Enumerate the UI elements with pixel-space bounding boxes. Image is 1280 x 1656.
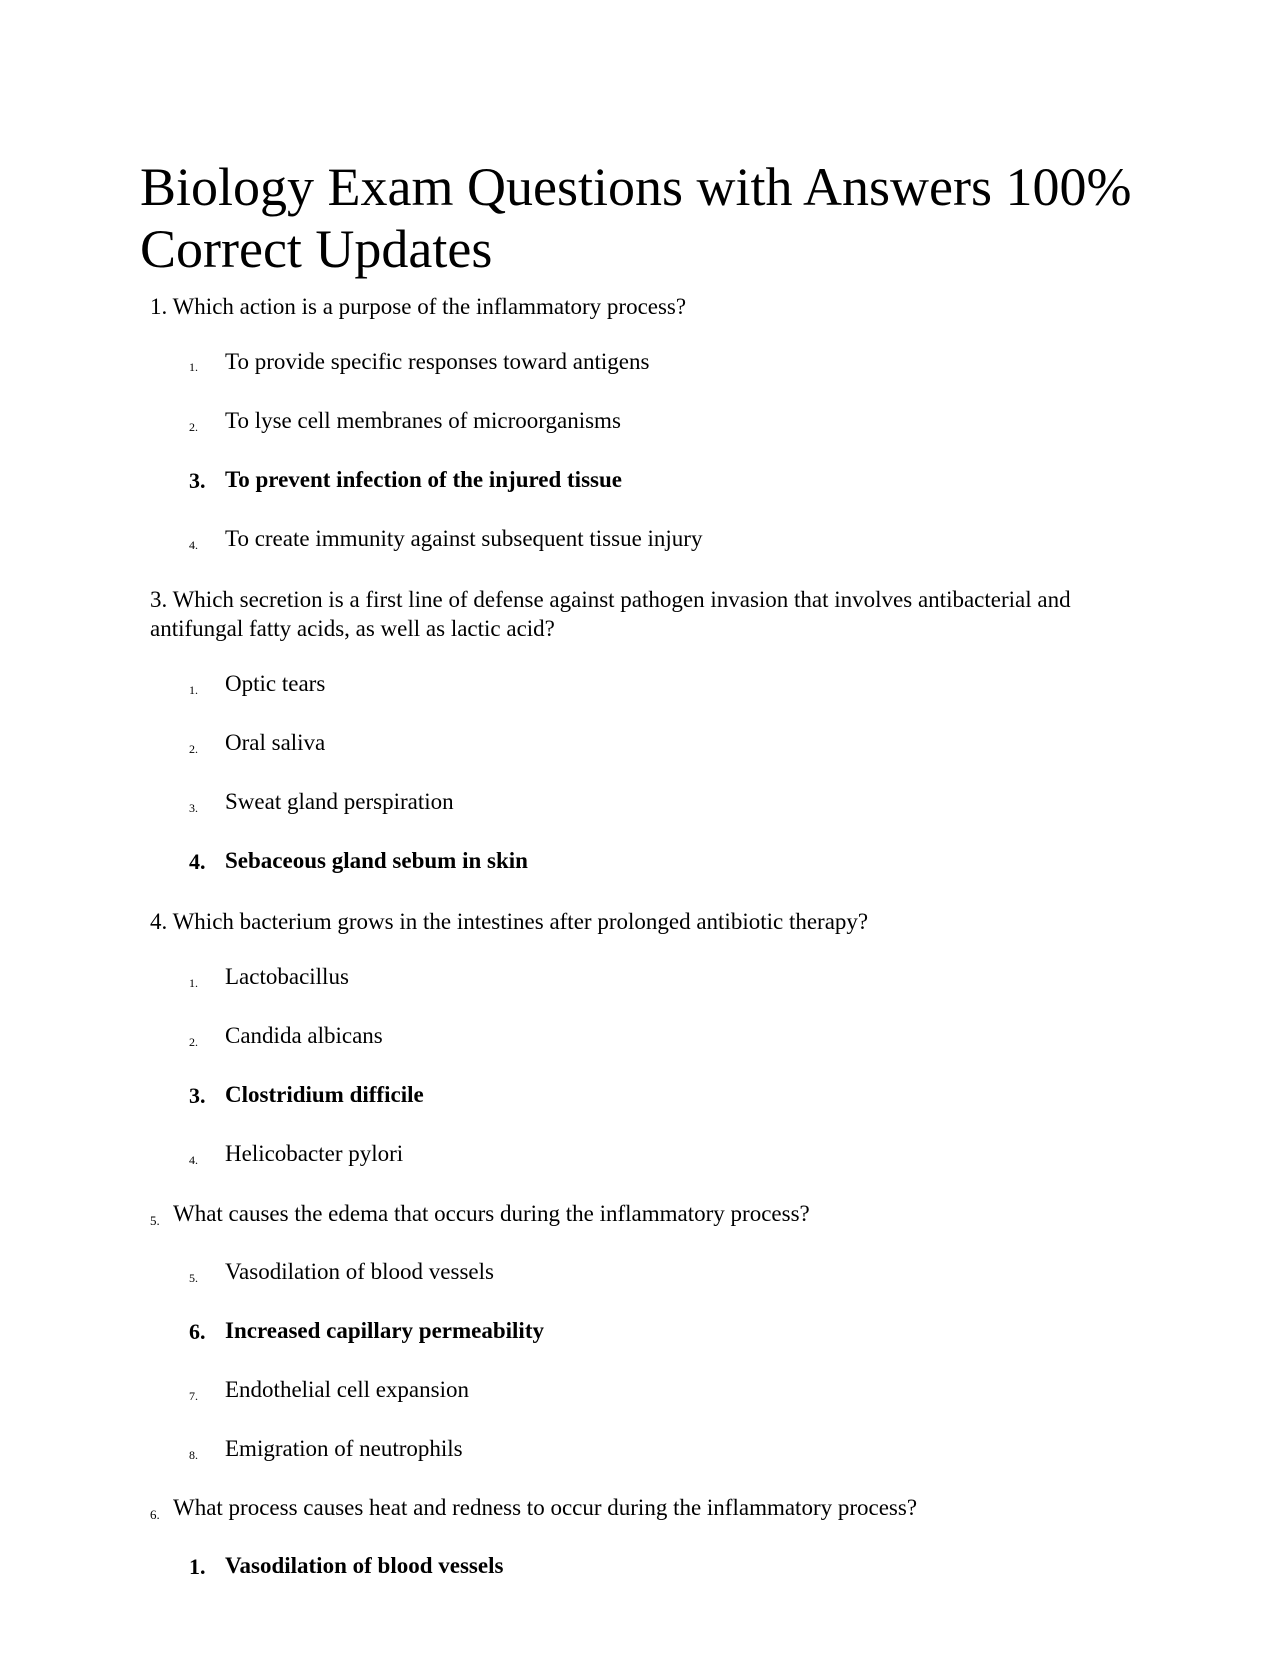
option-number: 1. — [189, 976, 198, 990]
question-text: Which bacterium grows in the intestines after prolonged antibiotic therapy? — [172, 909, 869, 934]
option-text: Lactobacillus — [225, 964, 349, 989]
option-text: Oral saliva — [225, 730, 326, 755]
question-4-text — [150, 907, 1110, 936]
question-number: 6. — [150, 1507, 160, 1522]
option-number: 2. — [189, 742, 198, 756]
question-text: Which action is a purpose of the inflammatory process? — [172, 294, 687, 319]
option-number: 3. — [189, 801, 198, 815]
correct-option-text: Vasodilation of blood vessels — [225, 1553, 504, 1578]
option-text: To lyse cell membranes of microorganisms — [225, 408, 621, 433]
question-text: Which secretion is a first line of defense against pathogen invasion that involves antibacterial and antifungal fatty acids, as well as lactic acid? — [150, 587, 1071, 641]
option-text: Helicobacter pylori — [225, 1141, 404, 1166]
option-number: 4. — [189, 1153, 198, 1167]
question-number: 1. — [150, 294, 168, 319]
option-text: To provide specific responses toward antigens — [225, 349, 650, 374]
option-number: 5. — [189, 1271, 198, 1285]
option-number: 7. — [189, 1389, 198, 1403]
correct-option-number: 1. — [189, 1554, 206, 1579]
correct-option-number: 4. — [189, 849, 206, 874]
option-number: 4. — [189, 538, 198, 552]
question-number: 3. — [150, 587, 168, 612]
document-title: Biology Exam Questions with Answers 100% Correct Updates — [140, 157, 1132, 279]
option-text: Candida albicans — [225, 1023, 383, 1048]
question-3-text — [150, 585, 1115, 643]
question-number: 4. — [150, 909, 168, 934]
question-5-text: What causes the edema that occurs during the inflammatory process? — [173, 1201, 810, 1226]
option-number: 2. — [189, 1035, 198, 1049]
option-text: Emigration of neutrophils — [225, 1436, 463, 1461]
correct-option-text: Increased capillary permeability — [225, 1318, 544, 1343]
option-text: Optic tears — [225, 671, 326, 696]
correct-option-text: Clostridium difficile — [225, 1082, 424, 1107]
correct-option-number: 3. — [189, 468, 206, 493]
option-text: Endothelial cell expansion — [225, 1377, 469, 1402]
correct-option-number: 6. — [189, 1319, 206, 1344]
correct-option-number: 3. — [189, 1083, 206, 1108]
question-6-text: What process causes heat and redness to occur during the inflammatory process? — [173, 1495, 918, 1520]
question-number: 5. — [150, 1213, 160, 1228]
correct-option-text: Sebaceous gland sebum in skin — [225, 848, 528, 873]
option-number: 1. — [189, 683, 198, 697]
option-number: 1. — [189, 360, 198, 374]
option-text: Vasodilation of blood vessels — [225, 1259, 494, 1284]
correct-option-text: To prevent infection of the injured tissue — [225, 467, 622, 492]
option-number: 8. — [189, 1448, 198, 1462]
option-text: Sweat gland perspiration — [225, 789, 454, 814]
option-text: To create immunity against subsequent tissue injury — [225, 526, 703, 551]
option-number: 2. — [189, 420, 198, 434]
question-1-text — [150, 292, 1110, 321]
